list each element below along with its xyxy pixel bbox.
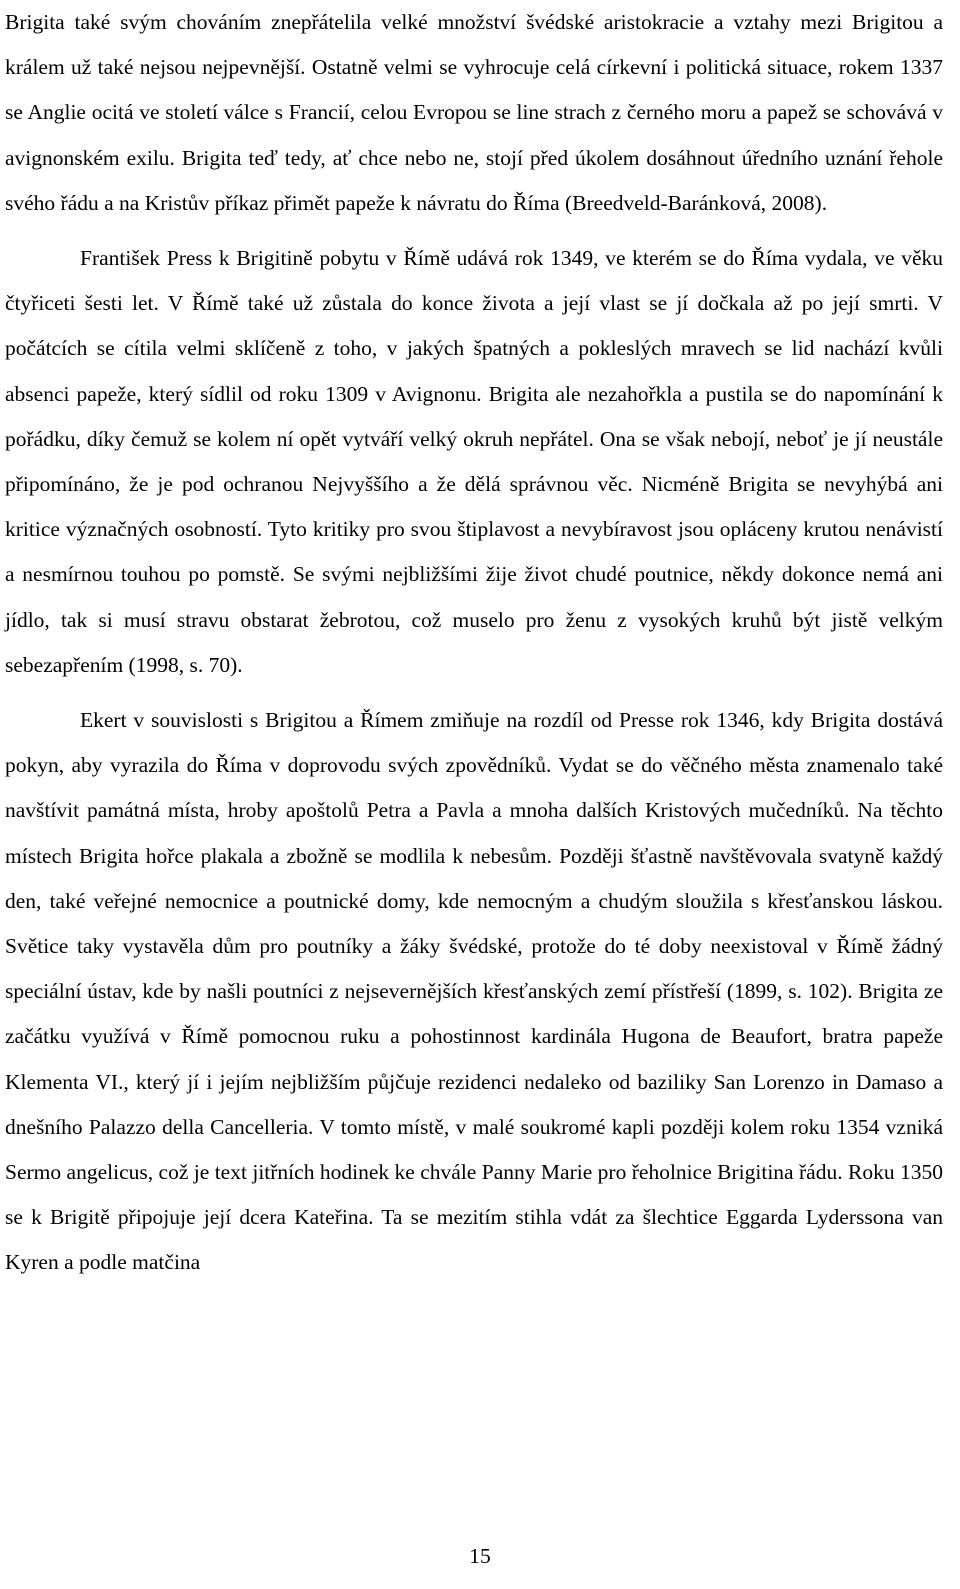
paragraph-gap (5, 688, 943, 698)
paragraph-gap (5, 226, 943, 236)
paragraph-2: František Press k Brigitině pobytu v Římě udává rok 1349, ve kterém se do Říma vydala, ve věku čtyřiceti šesti let. V Římě také už zůstala do konce života a její vlast se jí dočkala až po její smrti. V počátcích se cítila velmi sklíčeně z toho, v jakých špatných a pokleslých mravech se lid nachází kvůli absenci papeže, který sídlil od roku 1309 v Avignonu. Brigita ale nezahořkla a pustila se do napomínání k pořádku, díky čemuž se kolem ní opět vytváří velký okruh nepřátel. Ona se však nebojí, neboť je jí neustále připomínáno, že je pod ochranou Nejvyššího a že dělá správnou věc. Nicméně Brigita se nevyhýbá ani kritice význačných osobností. Tyto kritiky pro svou štiplavost a nevybíravost jsou opláceny krutou nenávistí a nesmírnou touhou po pomstě. Se svými nejbližšími žije život chudé poutnice, někdy dokonce nemá ani jídlo, tak si musí stravu obstarat žebrotou, což muselo pro ženu z vysokých kruhů být jistě velkým sebezapřením (1998, s. 70). (5, 246, 943, 677)
paragraph-3: Ekert v souvislosti s Brigitou a Římem zmiňuje na rozdíl od Presse rok 1346, kdy Brigita dostává pokyn, aby vyrazila do Říma v doprovodu svých zpovědníků. Vydat se do věčného města znamenalo také navštívit památná místa, hroby apoštolů Petra a Pavla a mnoha dalších Kristových mučedníků. Na těchto místech Brigita hořce plakala a zbožně se modlila k nebesům. Později šťastně navštěvovala svatyně každý den, také veřejné nemocnice a poutnické domy, kde nemocným a chudým sloužila s křesťanskou láskou. Světice taky vystavěla dům pro poutníky a žáky švédské, protože do té doby neexistoval v Římě žádný speciální ústav, kde by našli poutníci z nejsevernějších křesťanských zemí přístřeší (1899, s. 102). Brigita ze začátku využívá v Římě pomocnou ruku a pohostinnost kardinála Hugona de Beaufort, bratra papeže Klementa VI., který jí i jejím nejbližším půjčuje rezidenci nedaleko od baziliky San Lorenzo in Damaso a dnešního Palazzo della Cancelleria. V tomto místě, v malé soukromé kapli později kolem roku 1354 vzniká Sermo angelicus, což je text jitřních hodinek ke chvále Panny Marie pro řeholnice Brigitina řádu. Roku 1350 se k Brigitě připojuje její dcera Kateřina. Ta se mezitím stihla vdát za šlechtice Eggarda Lyderssona van Kyren a podle matčina (5, 708, 943, 1275)
document-page (5, 0, 943, 1286)
page-number: 15 (469, 1544, 491, 1568)
paragraph-1: Brigita také svým chováním znepřátelila velké množství švédské aristokracie a vztahy mezi Brigitou a králem už také nejsou nejpevnější. Ostatně velmi se vyhrocuje celá církevní i politická situace, rokem 1337 se Anglie ocitá ve století válce s Francií, celou Evropou se line strach z černého moru a papež se schovává v avignonském exilu. Brigita teď tedy, ať chce nebo ne, stojí před úkolem dosáhnout úředního uznání řehole svého řádu a na Kristův příkaz přimět papeže k návratu do Říma (Breedveld-Baránková, 2008). (5, 10, 943, 215)
